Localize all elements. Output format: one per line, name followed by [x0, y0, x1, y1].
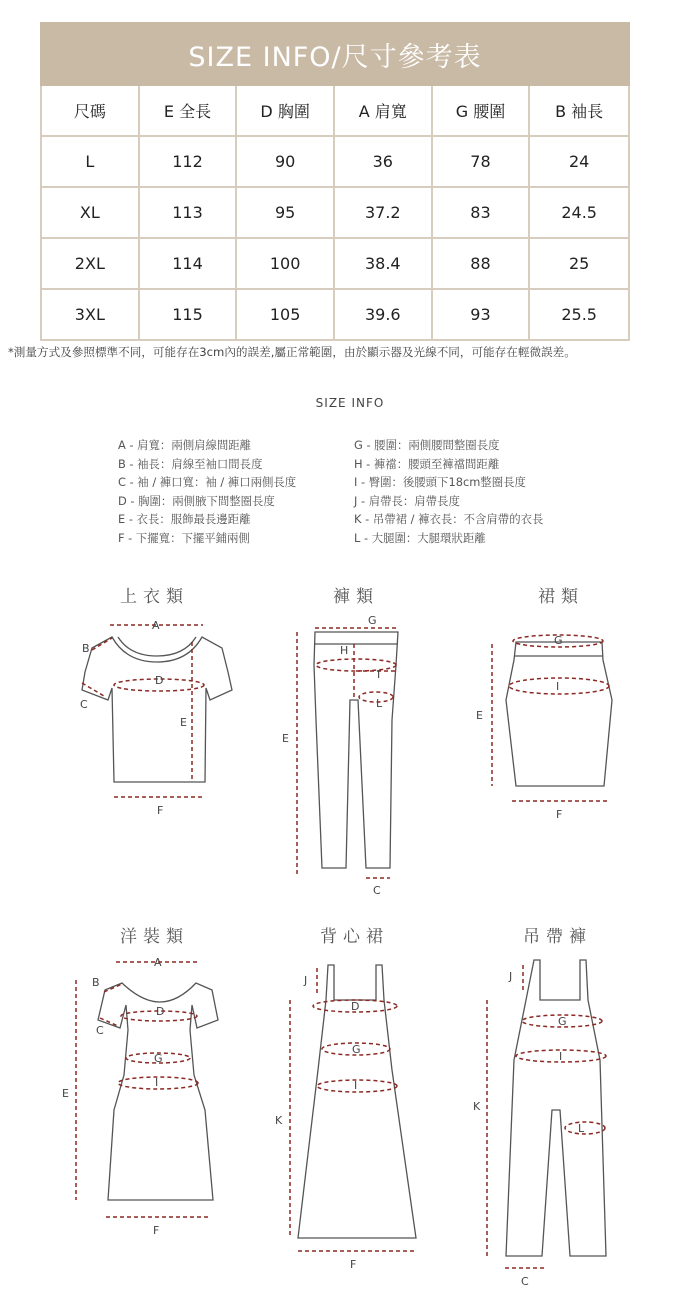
- label-f: F: [157, 804, 164, 817]
- legend-item: F - 下擺寬：下擺平鋪兩側: [118, 530, 250, 545]
- table-cell: 39.6: [335, 290, 433, 339]
- table-cell: 114: [140, 239, 238, 290]
- label-b-dress: B: [92, 976, 100, 989]
- column-header: B 袖長: [530, 86, 628, 137]
- table-cell: 95: [237, 188, 335, 239]
- tshirt-diagram: [80, 619, 232, 817]
- category-title-skirts: 裙類: [538, 587, 584, 607]
- label-l-overalls: L: [578, 1122, 585, 1135]
- legend-item: E - 衣長：服飾最長邊距離: [118, 512, 251, 526]
- label-i-skirt: I: [556, 680, 560, 693]
- legend-item: C - 袖 / 褲口寬：袖 / 褲口兩側長度: [118, 475, 297, 489]
- table-cell: 105: [237, 290, 335, 339]
- category-title-dresses: 洋裝類: [120, 927, 189, 947]
- overalls-diagram: [473, 960, 606, 1288]
- label-g: G: [368, 614, 377, 627]
- label-g-overalls: G: [558, 1015, 567, 1028]
- table-cell: 100: [237, 239, 335, 290]
- label-g-pinafore: G: [352, 1043, 361, 1056]
- table-cell: 83: [433, 188, 531, 239]
- table-cell: 36: [335, 137, 433, 188]
- table-cell: 88: [433, 239, 531, 290]
- label-e: E: [180, 716, 187, 729]
- category-title-pinafore: 背心裙: [320, 927, 389, 947]
- legend-item: A - 肩寬：兩側肩線間距離: [118, 438, 252, 452]
- category-title-tops: 上衣類: [120, 587, 189, 607]
- label-c: C: [80, 698, 88, 711]
- column-header: 尺碼: [42, 86, 140, 137]
- label-c-pants: C: [373, 884, 381, 897]
- label-a: A: [152, 619, 160, 632]
- label-i-overalls: I: [559, 1050, 563, 1063]
- table-cell: 78: [433, 137, 531, 188]
- measurement-note: *測量方式及參照標準不同，可能存在3cm內的誤差,屬正常範圍，由於顯示器及光線不同，可能存在輕微誤差。: [8, 345, 576, 359]
- label-a-dress: A: [154, 956, 162, 969]
- label-c-dress: C: [96, 1024, 104, 1037]
- column-header: E 全長: [140, 86, 238, 137]
- pants-diagram: [282, 614, 398, 897]
- table-cell: 24.5: [530, 188, 628, 239]
- table-cell: 113: [140, 188, 238, 239]
- label-g-skirt: G: [554, 634, 563, 647]
- label-e-dress: E: [62, 1087, 69, 1100]
- table-cell: L: [42, 137, 140, 188]
- table-cell: 2XL: [42, 239, 140, 290]
- table-cell: 90: [237, 137, 335, 188]
- legend-item: L - 大腿圍：大腿環狀距離: [354, 530, 486, 545]
- label-k-pinafore: K: [275, 1114, 283, 1127]
- table-cell: 25: [530, 239, 628, 290]
- skirt-diagram: [476, 634, 612, 821]
- guide-title: SIZE INFO: [315, 396, 385, 410]
- size-table-title: SIZE INFO/尺寸參考表: [40, 22, 630, 86]
- table-cell: 115: [140, 290, 238, 339]
- legend-item: G - 腰圍：兩側腰間整圈長度: [354, 438, 500, 452]
- label-h: H: [340, 644, 349, 657]
- label-l: L: [376, 697, 383, 710]
- table-cell: 112: [140, 137, 238, 188]
- legend-item: I - 臀圍：後腰頭下18cm整圈長度: [354, 475, 526, 489]
- legend-item: B - 袖長：肩線至袖口間長度: [118, 456, 263, 471]
- table-cell: 3XL: [42, 290, 140, 339]
- label-b: B: [82, 642, 90, 655]
- column-header: D 胸圍: [237, 86, 335, 137]
- category-title-overalls: 吊帶褲: [523, 927, 592, 947]
- table-cell: 25.5: [561, 305, 597, 324]
- label-e-pants: E: [282, 732, 289, 745]
- table-cell: 37.2: [335, 188, 433, 239]
- label-j-pinafore: J: [304, 974, 308, 987]
- legend-item: K - 吊帶裙 / 褲衣長：不含肩帶的衣長: [354, 512, 544, 526]
- label-d-dress: D: [156, 1005, 165, 1018]
- legend-item: D - 胸圍：兩側腋下間整圈長度: [118, 493, 275, 508]
- label-k-overalls: K: [473, 1100, 481, 1113]
- label-d-pinafore: D: [351, 1000, 360, 1013]
- dress-diagram: [62, 956, 218, 1237]
- label-f-pinafore: F: [350, 1258, 357, 1271]
- column-header: G 腰圍: [433, 86, 531, 137]
- legend-item: J - 肩帶長：肩帶長度: [354, 493, 460, 508]
- category-title-pants: 褲類: [333, 587, 379, 607]
- table-cell: 93: [433, 290, 531, 339]
- label-j-overalls: J: [509, 970, 513, 983]
- label-d: D: [155, 674, 164, 687]
- table-cell: 38.4: [335, 239, 433, 290]
- label-e-skirt: E: [476, 709, 483, 722]
- column-header: A 肩寬: [335, 86, 433, 137]
- table-cell: XL: [42, 188, 140, 239]
- legend-item: H - 褲襠：腰頭至褲襠間距離: [354, 456, 500, 471]
- pinafore-diagram: [275, 965, 416, 1271]
- label-i: I: [377, 668, 381, 681]
- table-cell: 24: [530, 137, 628, 188]
- label-f-skirt: F: [556, 808, 563, 821]
- label-g-dress: G: [154, 1052, 163, 1065]
- label-i-pinafore: I: [354, 1079, 358, 1092]
- label-i-dress: I: [155, 1076, 159, 1089]
- label-f-dress: F: [153, 1224, 160, 1237]
- label-c-overalls: C: [521, 1275, 529, 1288]
